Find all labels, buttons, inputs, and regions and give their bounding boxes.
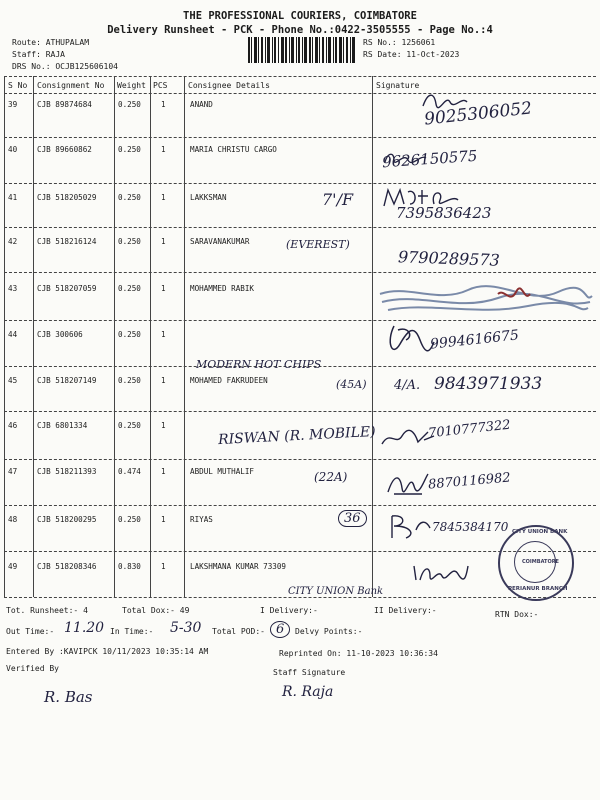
signature-phone: 7395836423 (396, 204, 492, 222)
handwritten-note: RISWAN (R. MOBILE) (217, 423, 376, 449)
row-consignee: ABDUL MUTHALIF (190, 467, 255, 476)
row-consignment: CJB 300606 (37, 330, 83, 339)
row-weight: 0.250 (118, 330, 141, 339)
table-left-border (4, 76, 5, 597)
handwritten-note: (EVEREST) (286, 238, 350, 251)
row-divider (4, 227, 596, 228)
staff-signature-label: Staff Signature (273, 668, 346, 677)
row-consignee: MARIA CHRISTU CARGO (190, 145, 277, 154)
out-time-value: 11.20 (64, 620, 105, 636)
row-consignment: CJB 89660862 (37, 145, 92, 154)
signature-scribble (386, 512, 432, 542)
col-header-consignee: Consignee Details (188, 81, 270, 90)
row-consignment: CJB 518208346 (37, 562, 97, 571)
stamp-top-text: CITY UNION BANK (512, 529, 568, 535)
row-pcs: 1 (161, 100, 166, 109)
second-delivery: II Delivery:- (374, 606, 437, 615)
handwritten-note: 36 (338, 510, 367, 527)
total-pod-label: Total POD:- (212, 627, 265, 636)
row-consignment: CJB 518211393 (37, 467, 97, 476)
row-weight: 0.250 (118, 376, 141, 385)
col-divider (150, 76, 151, 597)
handwritten-note: (45A) (336, 378, 367, 391)
entered-by: Entered By :KAVIPCK 10/11/2023 10:35:14 AM (6, 647, 209, 656)
signature-phone: 7010777322 (427, 417, 512, 442)
row-weight: 0.250 (118, 145, 141, 154)
row-consignee: LAKKSMAN (190, 193, 227, 202)
row-weight: 0.250 (118, 100, 141, 109)
row-sno: 48 (8, 515, 18, 524)
row-weight: 0.474 (118, 467, 141, 476)
signature-scribble (384, 322, 436, 362)
table-header-rule (4, 93, 596, 94)
row-consignee: LAKSHMANA KUMAR 73309 (190, 562, 287, 571)
signature-phone: 8870116982 (427, 470, 512, 493)
first-delivery: I Delivery:- (260, 606, 318, 615)
row-weight: 0.250 (118, 284, 141, 293)
row-pcs: 1 (161, 284, 166, 293)
row-pcs: 1 (161, 421, 166, 430)
row-sno: 42 (8, 237, 18, 246)
row-consignee: MOHAMMED RABIK (190, 284, 255, 293)
row-divider (4, 137, 596, 138)
row-weight: 0.250 (118, 237, 141, 246)
stamp-center-text: COIMBATORE (522, 559, 559, 565)
row-pcs: 1 (161, 376, 166, 385)
stamp-bottom-text: PERIANUR BRANCH (508, 586, 568, 592)
col-header-weight: Weight (117, 81, 146, 90)
row-sno: 47 (8, 467, 18, 476)
row-consignee: MOHAMED FAKRUDEEN (190, 376, 268, 385)
col-header-sno: S No (8, 81, 28, 90)
signature-scribble (386, 470, 430, 496)
verified-by-label: Verified By (6, 664, 59, 673)
row-sno: 45 (8, 376, 18, 385)
row-weight: 0.830 (118, 562, 141, 571)
signature-phone: 9626150575 (381, 146, 478, 172)
table-top-rule (4, 76, 596, 77)
bank-stamp (498, 525, 574, 601)
runsheet-subtitle: Delivery Runsheet - PCK - Phone No.:0422-3505555 - Page No.:4 (107, 24, 493, 36)
row-consignment: CJB 518205029 (37, 193, 97, 202)
row-sno: 40 (8, 145, 18, 154)
row-pcs: 1 (161, 515, 166, 524)
handwritten-note: 7'/F (322, 190, 354, 209)
in-time-label: In Time:- (110, 627, 154, 636)
handwritten-note: MODERN HOT CHIPS (196, 358, 322, 371)
total-pod-value: 6 (270, 621, 290, 638)
out-time-label: Out Time:- (6, 627, 55, 636)
row-consignment: CJB 518216124 (37, 237, 97, 246)
row-divider (4, 183, 596, 184)
delivery-points: Delvy Points:- (295, 627, 363, 636)
signature-phone: 9790289573 (397, 247, 501, 270)
row-consignment: CJB 518207059 (37, 284, 97, 293)
row-sno: 49 (8, 562, 18, 571)
verifier-signature: R. Bas (44, 688, 93, 706)
signature-phone: 9994616675 (429, 327, 520, 353)
rs-date: RS Date: 11-Oct-2023 (363, 50, 460, 59)
total-dox: Total Dox:- 49 (122, 606, 190, 615)
row-weight: 0.250 (118, 515, 141, 524)
row-divider (4, 320, 596, 321)
row-divider (4, 272, 596, 273)
drs-label: DRS No.: OCJB125606104 (12, 62, 118, 71)
staff-label: Staff: RAJA (12, 50, 65, 59)
in-time-value: 5-30 (170, 620, 202, 636)
signature-scribble (378, 284, 594, 318)
row-pcs: 1 (161, 237, 166, 246)
row-weight: 0.250 (118, 193, 141, 202)
rs-number: RS No.: 1256061 (363, 38, 436, 47)
row-pcs: 1 (161, 467, 166, 476)
col-header-pcs: PCS (153, 81, 168, 90)
row-sno: 44 (8, 330, 18, 339)
row-pcs: 1 (161, 193, 166, 202)
company-title: THE PROFESSIONAL COURIERS, COIMBATORE (183, 10, 417, 22)
staff-signature: R. Raja (282, 684, 334, 700)
row-divider (4, 505, 596, 506)
row-divider (4, 411, 596, 412)
rtn-dox: RTN Dox:- (495, 610, 539, 619)
total-runsheet: Tot. Runsheet:- 4 (6, 606, 88, 615)
row-pcs: 1 (161, 562, 166, 571)
row-sno: 39 (8, 100, 18, 109)
col-divider (114, 76, 115, 597)
row-pcs: 1 (161, 145, 166, 154)
row-consignment: CJB 518207149 (37, 376, 97, 385)
row-consignment: CJB 518200295 (37, 515, 97, 524)
row-sno: 46 (8, 421, 18, 430)
row-consignee: RIYAS (190, 515, 213, 524)
row-consignment: CJB 6801334 (37, 421, 88, 430)
col-header-signature: Signature (376, 81, 420, 90)
row-consignee: ANAND (190, 100, 213, 109)
handwritten-note: (22A) (314, 470, 348, 484)
col-divider (33, 76, 34, 597)
row-sno: 43 (8, 284, 18, 293)
handwritten-note: CITY UNION Bank (288, 586, 384, 597)
row-weight: 0.250 (118, 421, 141, 430)
row-consignment: CJB 89874684 (37, 100, 92, 109)
signature-phone: 9025306052 (423, 98, 533, 130)
signature-phone: 9843971933 (434, 374, 543, 394)
handwritten-mark: 4/A. (394, 378, 421, 393)
row-sno: 41 (8, 193, 18, 202)
col-header-consignment: Consignment No (37, 81, 105, 90)
signature-phone: 7845384170 (432, 520, 509, 534)
reprinted-on: Reprinted On: 11-10-2023 10:36:34 (279, 649, 438, 658)
col-divider (184, 76, 185, 597)
route-label: Route: ATHUPALAM (12, 38, 90, 47)
row-pcs: 1 (161, 330, 166, 339)
table-bottom-rule (4, 597, 596, 598)
row-divider (4, 459, 596, 460)
signature-scribble (412, 560, 470, 584)
col-divider (372, 76, 373, 597)
barcode-image (248, 37, 356, 63)
row-consignee: SARAVANAKUMAR (190, 237, 250, 246)
